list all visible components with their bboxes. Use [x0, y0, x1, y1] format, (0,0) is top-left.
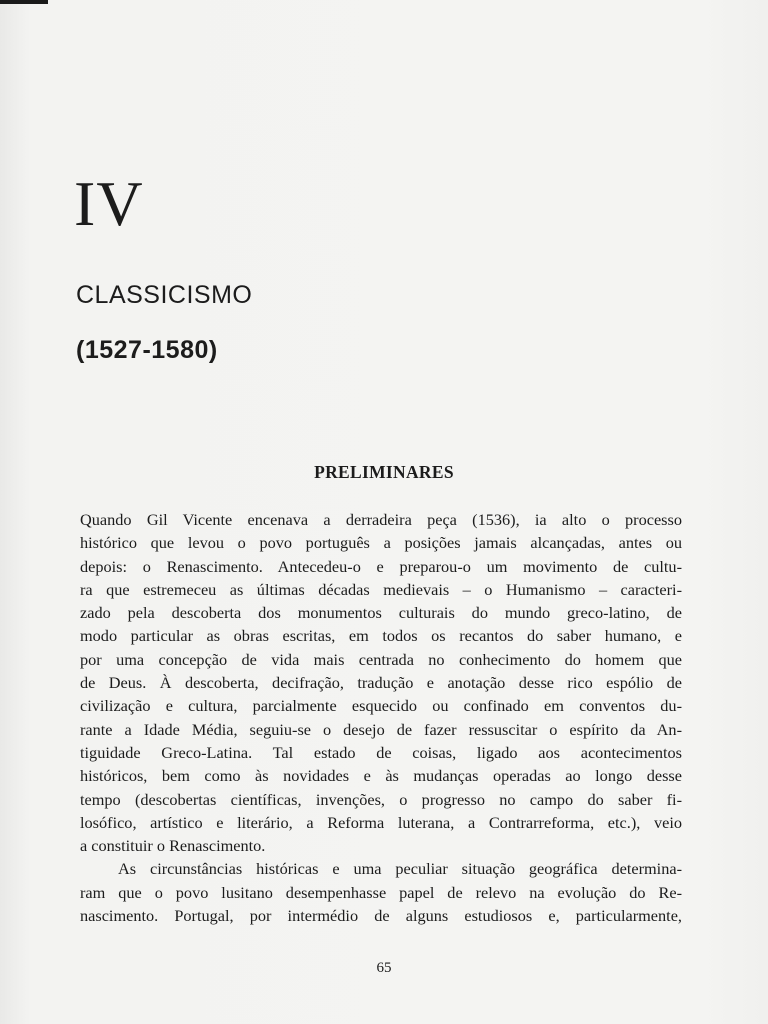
chapter-period: (1527-1580): [76, 336, 218, 364]
body-line: histórico que levou o povo português a posições jamais alcançadas, antes ou: [80, 533, 682, 553]
body-line: civilização e cultura, parcialmente esquecido ou confinado em conventos du-: [80, 696, 682, 716]
section-heading: PRELIMINARES: [314, 462, 454, 482]
body-line: losófico, artístico e literário, a Reforma luterana, a Contrarreforma, etc.), veio: [80, 812, 682, 832]
body-line: rante a Idade Média, seguiu-se o desejo de fazer ressuscitar o espírito da An-: [80, 719, 682, 739]
body-line: As circunstâncias históricas e uma peculiar situação geográfica determina-: [118, 859, 682, 879]
body-line: nascimento. Portugal, por intermédio de alguns estudiosos e, particularmente,: [80, 906, 682, 926]
body-line: zado pela descoberta dos monumentos culturais do mundo greco-latino, de: [80, 603, 682, 623]
body-line: ra que estremeceu as últimas décadas medievais – o Humanismo – caracteri-: [80, 579, 682, 599]
body-line: tempo (descobertas científicas, invenções, o progresso no campo do saber fi-: [80, 789, 682, 809]
body-line: de Deus. À descoberta, decifração, tradução e anotação desse rico espólio de: [80, 673, 682, 693]
body-text: [80, 508, 682, 927]
body-line: a constituir o Renascimento.: [80, 836, 266, 856]
body-line: Quando Gil Vicente encenava a derradeira peça (1536), ia alto o processo: [80, 510, 682, 529]
body-line: tiguidade Greco-Latina. Tal estado de coisas, ligado aos acontecimentos: [80, 742, 682, 762]
body-line: depois: o Renascimento. Antecedeu-o e preparou-o um movimento de cultu-: [80, 556, 682, 576]
body-line: modo particular as obras escritas, em todos os recantos do saber humano, e: [80, 626, 682, 646]
body-line: ram que o povo lusitano desempenhasse papel de relevo na evolução do Re-: [80, 882, 682, 902]
page-number: 65: [376, 960, 392, 976]
chapter-number: IV: [74, 168, 144, 239]
scan-edge-mark: [0, 0, 48, 4]
body-line: históricos, bem como às novidades e às mudanças operadas ao longo desse: [80, 766, 682, 786]
body-line: por uma concepção de vida mais centrada no conhecimento do homem que: [80, 649, 682, 669]
chapter-title: CLASSICISMO: [76, 281, 253, 309]
